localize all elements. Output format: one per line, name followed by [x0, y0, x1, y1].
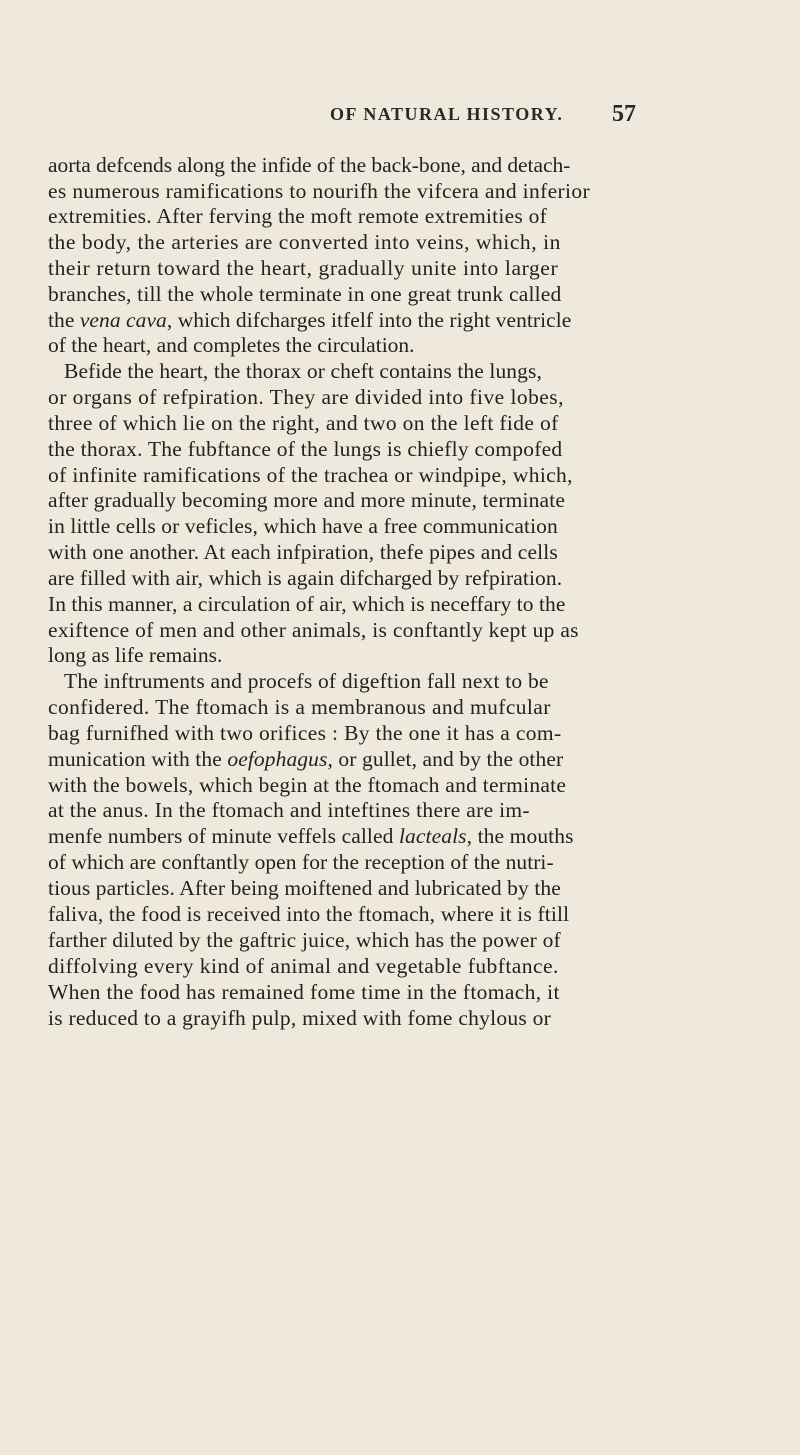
text-span: three of which lie on the right, and two on the left fide of [48, 411, 559, 435]
text-line [48, 307, 800, 333]
text-span: menfe numbers of minute veffels called [48, 824, 399, 848]
text-span: bag furnifhed with two orifices : By the one it has a com- [48, 721, 562, 745]
text-span: the body, the arteries are converted into veins, which, in [48, 230, 561, 254]
text-line [48, 746, 800, 772]
text-span: , which difcharges itfelf into the right ventricle [166, 308, 572, 332]
text-line [48, 539, 800, 565]
text-line [48, 823, 800, 849]
text-line [48, 513, 800, 539]
italic-term: oefophagus [227, 747, 328, 771]
text-span: Befide the heart, the thorax or cheft contains the lungs, [64, 359, 542, 383]
page-number: 57 [612, 101, 636, 127]
text-span: of the heart, and completes the circulation. [48, 333, 415, 357]
text-span: in little cells or veficles, which have a free communication [48, 514, 558, 538]
text-line [48, 1005, 800, 1031]
running-head: OF NATURAL HISTORY. [330, 104, 564, 124]
text-line [64, 358, 800, 384]
text-span: of which are conftantly open for the reception of the nutri- [48, 850, 554, 874]
text-span: or organs of refpiration. They are divided into five lobes, [48, 385, 564, 409]
text-span: munication with the [48, 747, 228, 771]
text-span: the thorax. The fubftance of the lungs is chiefly compofed [48, 437, 563, 461]
text-span: The inftruments and procefs of digeftion fall next to be [64, 669, 549, 693]
text-line [48, 617, 800, 643]
text-line [48, 332, 800, 358]
text-span: aorta defcends along the infide of the back-bone, and detach- [48, 153, 571, 177]
text-line [64, 668, 800, 694]
text-line [48, 720, 800, 746]
text-span: with one another. At each infpiration, thefe pipes and cells [48, 540, 558, 564]
text-span: confidered. The ftomach is a membranous and mufcular [48, 695, 551, 719]
text-line [48, 591, 800, 617]
text-span: , or gullet, and by the other [327, 747, 564, 771]
text-span: with the bowels, which begin at the ftomach and terminate [48, 773, 567, 797]
text-span: are filled with air, which is again difcharged by refpiration. [48, 566, 563, 590]
text-line [48, 410, 800, 436]
italic-term: lacteals [398, 824, 467, 848]
text-span: When the food has remained fome time in the ftomach, it [48, 980, 560, 1004]
text-line [48, 565, 800, 591]
text-span: after gradually becoming more and more minute, terminate [48, 488, 566, 512]
text-line [48, 979, 800, 1005]
text-span: farther diluted by the gaftric juice, which has the power of [48, 928, 561, 952]
text-line [48, 462, 800, 488]
text-line [48, 487, 800, 513]
italic-term: vena cava [79, 308, 167, 332]
text-span: In this manner, a circulation of air, which is neceffary to the [48, 592, 566, 616]
text-line [48, 229, 800, 255]
text-line [48, 797, 800, 823]
text-span: tious particles. After being moiftened and lubricated by the [48, 876, 561, 900]
text-span: , the mouths [466, 824, 574, 848]
text-span: at the anus. In the ftomach and inteftines there are im- [48, 798, 530, 822]
text-span: is reduced to a grayifh pulp, mixed with fome chylous or [48, 1006, 552, 1030]
text-line [48, 178, 800, 204]
text-line [48, 384, 800, 410]
text-span: of infinite ramifications of the trachea or windpipe, which, [48, 463, 573, 487]
text-line [48, 875, 800, 901]
text-span: their return toward the heart, gradually unite into larger [48, 256, 559, 280]
text-line [48, 281, 800, 307]
text-line [48, 694, 800, 720]
text-span: exiftence of men and other animals, is conftantly kept up as [48, 618, 579, 642]
text-line [48, 901, 800, 927]
text-line [48, 953, 800, 979]
text-span: long as life remains. [48, 643, 223, 667]
text-line [48, 927, 800, 953]
text-line [48, 849, 800, 875]
text-line [48, 203, 800, 229]
text-span: extremities. After ferving the moft remote extremities of [48, 204, 548, 228]
text-line [48, 772, 800, 798]
text-span: es numerous ramifications to nourifh the vifcera and inferior [48, 179, 590, 203]
text-line [48, 436, 800, 462]
text-span: diffolving every kind of animal and vegetable fubftance. [48, 954, 559, 978]
text-span: branches, till the whole terminate in one great trunk called [48, 282, 562, 306]
text-line [48, 152, 800, 178]
text-line [48, 642, 800, 668]
text-span: the [48, 308, 80, 332]
text-span: faliva, the food is received into the ftomach, where it is ftill [48, 902, 570, 926]
text-line [48, 255, 800, 281]
